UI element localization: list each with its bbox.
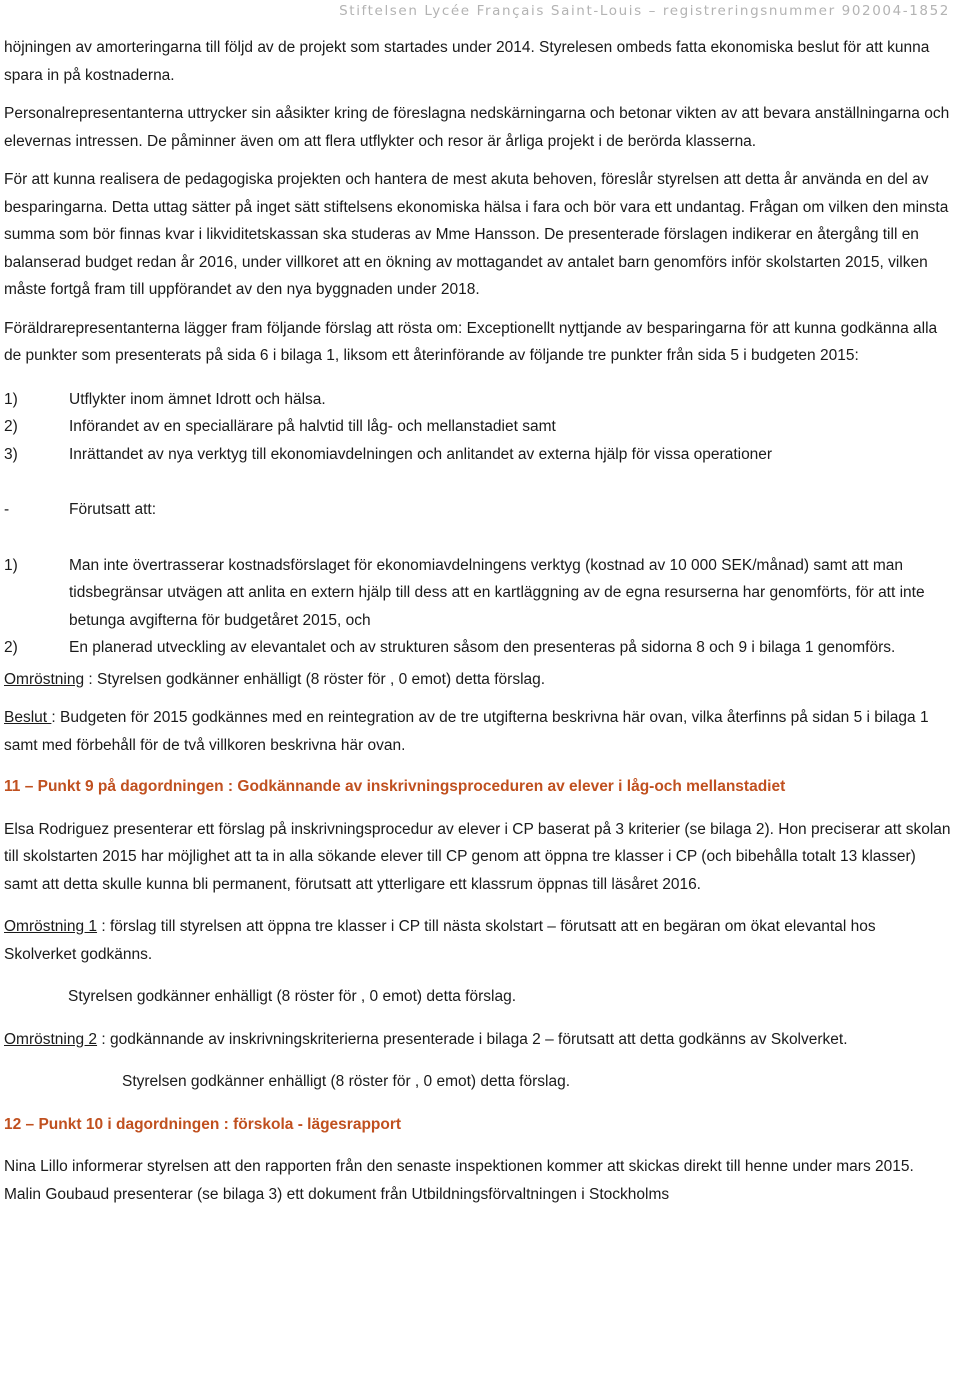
paragraph-board-proposal: För att kunna realisera de pedagogiska projekten och hantera de mest akuta behoven, föreslår styrelsen att detta år använda en del av besparingarna. Detta uttag sätter på inget sätt stiftelsens ekonomiska hälsa i fara och bör vara ett undantag. Frågan om vilken den minsta summa som bör finnas kvar i likviditetskassan ska studeras av Mme Hansson. De presenterade förslagen indikerar en återgång till en balanserad budget redan år 2016, under villkoret att en ökning av mottagandet av antalet barn genomförs inför skolstarten 2015, vilken måste fortgå fram till uppförandet av den nya byggnaden under 2018.	[4, 171, 949, 298]
vote-result: Omröstning : Styrelsen godkänner enhälligt (8 röster för , 0 emot) detta förslag.	[4, 670, 546, 688]
section-heading-11: 11 – Punkt 9 på dagordningen : Godkännande av inskrivningsproceduren av elever i låg-och mellanstadiet	[4, 778, 786, 795]
paragraph-preschool: Nina Lillo informerar styrelsen att den rapporten från den senaste inspektionen kommer att skickas direkt till henne under mars 2015. Malin Goubaud presenterar (se bilaga 3) ett dokument från Utbildningsförvaltningen i Stockholms	[4, 1158, 914, 1203]
vote-2-result: Styrelsen godkänner enhälligt (8 röster för , 0 emot) detta förslag.	[122, 1073, 571, 1090]
decision: Beslut : Budgeten för 2015 godkännes med en reintegration av de tre utgifterna beskrivna här ovan, vilka återfinns på sidan 5 i bilaga 1 samt med förbehåll för de två villkoren beskrivna här ovan.	[4, 709, 929, 754]
paragraph-enrollment: Elsa Rodriguez presenterar ett förslag på inskrivningsprocedur av elever i CP baserat på 3 kriterier (se bilaga 2). Hon preciserar att skolan till skolstarten 2015 har möjlighet att ta in alla sökande elever till CP genom att öppna tre klasser i CP (och bibehålla totalt 13 klasser) samt att detta skulle kunna bli permanent, förutsatt att ytterligare ett klassrum öppnas till läsåret 2016.	[4, 820, 951, 893]
paragraph-parent-proposal: Föräldrarepresentanterna lägger fram följande förslag att rösta om: Exceptionellt nyttjande av besparingarna för att kunna godkänna alla de punkter som presenterats på sida 6 i bilaga 1, liksom ett återinförande av följande tre punkter från sida 5 i budgeten 2015:	[4, 319, 938, 364]
list-item: 1) Man inte övertrasserar kostnadsförslaget för ekonomiavdelningens verktyg (kostnad av 10 000 SEK/månad) samt att man tidsbegränsar utvägen att anlita en extern hjälp till dess att en kartläggning av de egna resurserna har genomförts, för att inte betunga avgifterna för budgetåret 2015, och	[4, 556, 925, 629]
list-item: 2) En planerad utveckling av elevantalet och av strukturen såsom den presenteras på sidorna 8 och 9 i bilaga 1 genomförs.	[4, 639, 896, 656]
list-item: 1) Utflykter inom ämnet Idrott och hälsa.	[4, 390, 326, 408]
list-item: 3) Inrättandet av nya verktyg till ekonomiavdelningen och anlitandet av externa hjälp för vissa operationer	[4, 445, 773, 463]
condition-intro: - Förutsatt att:	[4, 501, 157, 518]
page-header: Stiftelsen Lycée Français Saint-Louis – registreringsnummer 902004-1852	[339, 3, 950, 19]
vote-1-result: Styrelsen godkänner enhälligt (8 röster för , 0 emot) detta förslag.	[68, 988, 517, 1005]
paragraph-staff-views: Personalrepresentanterna uttrycker sin aåsikter kring de föreslagna nedskärningarna och betonar vikten av att bevara anställningarna och elevernas intressen. De påminner även om att flera utflykter och resor är årliga projekt i de berörda klasserna.	[4, 105, 950, 150]
list-item: 2) Införandet av en speciallärare på halvtid till låg- och mellanstadiet samt	[4, 418, 556, 435]
vote-1: Omröstning 1 : förslag till styrelsen att öppna tre klasser i CP till nästa skolstart – förutsatt att en begäran om ökat elevantal hos Skolverket godkänns.	[4, 918, 876, 963]
section-heading-12: 12 – Punkt 10 i dagordningen : förskola - lägesrapport	[4, 1115, 402, 1133]
vote-2: Omröstning 2 : godkännande av inskrivningskriterierna presenterade i bilaga 2 – förutsatt att detta godkänns av Skolverket.	[4, 1030, 848, 1048]
document-body	[4, 34, 952, 1208]
paragraph-amortization: höjningen av amorteringarna till följd av de projekt som startades under 2014. Styrelesen ombeds fatta ekonomiska beslut för att kunna spara in på kostnaderna.	[4, 39, 930, 84]
